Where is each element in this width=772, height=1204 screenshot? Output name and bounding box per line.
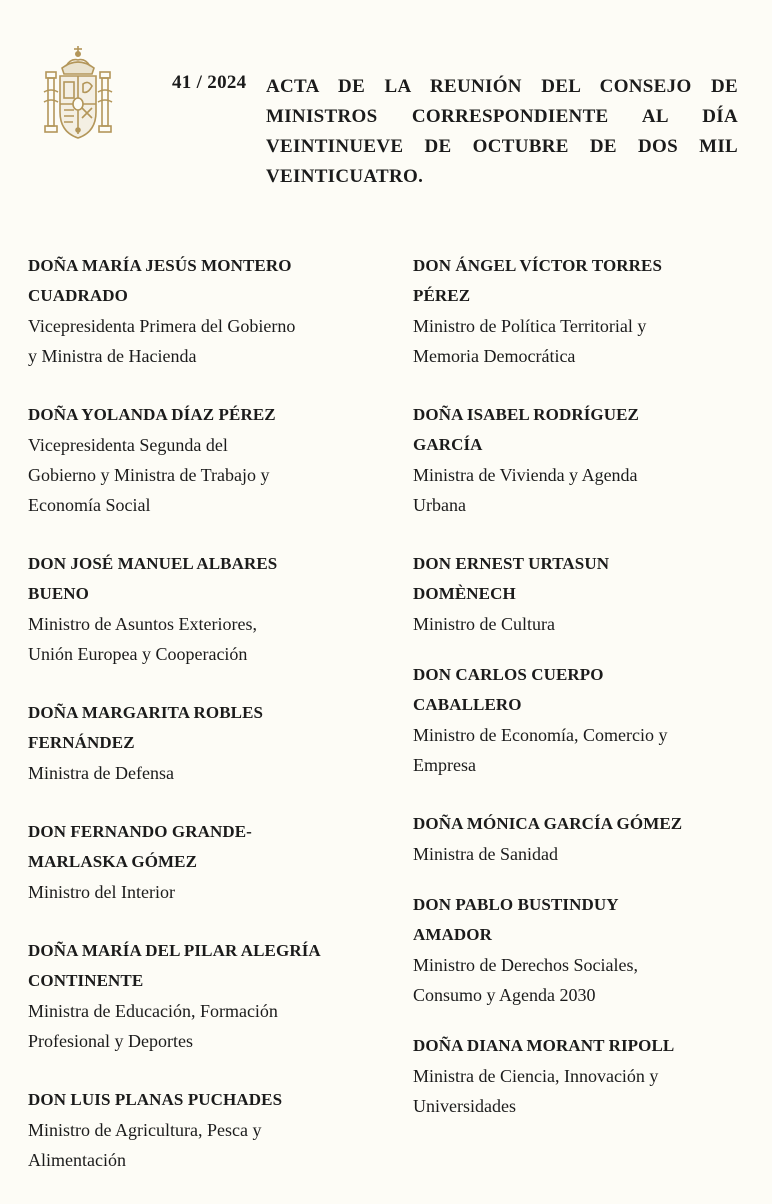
attendee-role: Ministro de Cultura [413, 614, 555, 634]
attendee-name: CUADRADO [28, 286, 128, 305]
attendee-role: Alimentación [28, 1150, 126, 1170]
attendee-name: DOMÈNECH [413, 584, 516, 603]
attendee-name: MARLASKA GÓMEZ [28, 852, 198, 871]
attendee-role: Ministra de Ciencia, Innovación y [413, 1066, 659, 1086]
attendee-name: FERNÁNDEZ [28, 733, 135, 752]
attendee-name: DOÑA MARGARITA ROBLES [28, 703, 264, 722]
act-title: ACTA DE LA REUNIÓN DEL CONSEJO DE MINISTROS CORRESPONDIENTE AL DÍA VEINTINUEVE DE OCTUBRE DE DOS MIL VEINTICUATRO. [266, 76, 738, 187]
attendee-name: DON ÁNGEL VÍCTOR TORRES [413, 256, 663, 275]
attendee-role: Ministro del Interior [28, 882, 175, 902]
attendee-entry [413, 400, 753, 520]
attendee-name: DOÑA MARÍA JESÚS MONTERO [28, 256, 292, 275]
attendee-role: Vicepresidenta Primera del Gobierno [28, 316, 296, 336]
attendee-role: Consumo y Agenda 2030 [413, 985, 596, 1005]
attendee-role: Economía Social [28, 495, 151, 515]
attendee-entry [28, 400, 388, 520]
attendee-entry [28, 251, 388, 371]
attendee-entry [413, 549, 753, 639]
attendee-entry [28, 1085, 388, 1175]
attendee-entry [413, 809, 753, 869]
attendee-name: DON ERNEST URTASUN [413, 554, 610, 573]
attendee-entry [28, 549, 388, 669]
attendee-role: Ministro de Agricultura, Pesca y [28, 1120, 262, 1140]
attendee-name: DOÑA MARÍA DEL PILAR ALEGRÍA [28, 941, 321, 960]
attendee-name: AMADOR [413, 925, 492, 944]
attendee-name: DOÑA YOLANDA DÍAZ PÉREZ [28, 405, 276, 424]
attendee-role: Ministra de Defensa [28, 763, 174, 783]
attendee-entry [413, 890, 753, 1010]
attendee-role: Urbana [413, 495, 466, 515]
attendee-role: Ministro de Economía, Comercio y [413, 725, 668, 745]
attendee-name: CONTINENTE [28, 971, 144, 990]
attendee-entry [413, 251, 753, 371]
attendee-name: DON PABLO BUSTINDUY [413, 895, 619, 914]
attendee-role: Memoria Democrática [413, 346, 576, 366]
attendee-role: Profesional y Deportes [28, 1031, 193, 1051]
attendee-role: Ministro de Asuntos Exteriores, [28, 614, 257, 634]
act-number: 41 / 2024 [172, 72, 247, 93]
attendee-entry [413, 660, 753, 780]
attendee-role: Ministra de Sanidad [413, 844, 558, 864]
attendee-entry [413, 1031, 753, 1121]
attendee-name: DON LUIS PLANAS PUCHADES [28, 1090, 283, 1109]
attendee-role: y Ministra de Hacienda [28, 346, 197, 366]
coat-of-arms-icon [38, 42, 118, 148]
attendee-name: PÉREZ [413, 286, 471, 305]
attendee-role: Ministro de Política Territorial y [413, 316, 647, 336]
attendee-name: BUENO [28, 584, 89, 603]
attendee-role: Universidades [413, 1096, 516, 1116]
attendee-name: GARCÍA [413, 435, 483, 454]
attendee-role: Gobierno y Ministra de Trabajo y [28, 465, 270, 485]
attendee-role: Ministro de Derechos Sociales, [413, 955, 638, 975]
attendee-role: Ministra de Educación, Formación [28, 1001, 278, 1021]
attendee-role: Unión Europea y Cooperación [28, 644, 248, 664]
attendee-entry [28, 817, 388, 907]
attendee-entry [28, 936, 388, 1056]
attendee-entry [28, 698, 388, 788]
attendees-right-column [413, 251, 753, 1150]
attendees-left-column [28, 251, 388, 1204]
attendee-name: DOÑA MÓNICA GARCÍA GÓMEZ [413, 814, 683, 833]
attendee-role: Ministra de Vivienda y Agenda [413, 465, 638, 485]
attendee-name: DOÑA DIANA MORANT RIPOLL [413, 1036, 675, 1055]
attendee-name: DON JOSÉ MANUEL ALBARES [28, 554, 278, 573]
attendee-name: DOÑA ISABEL RODRÍGUEZ [413, 405, 639, 424]
attendee-name: DON FERNANDO GRANDE- [28, 822, 252, 841]
attendee-name: DON CARLOS CUERPO [413, 665, 604, 684]
attendee-role: Vicepresidenta Segunda del [28, 435, 228, 455]
attendee-name: CABALLERO [413, 695, 522, 714]
attendee-role: Empresa [413, 755, 476, 775]
